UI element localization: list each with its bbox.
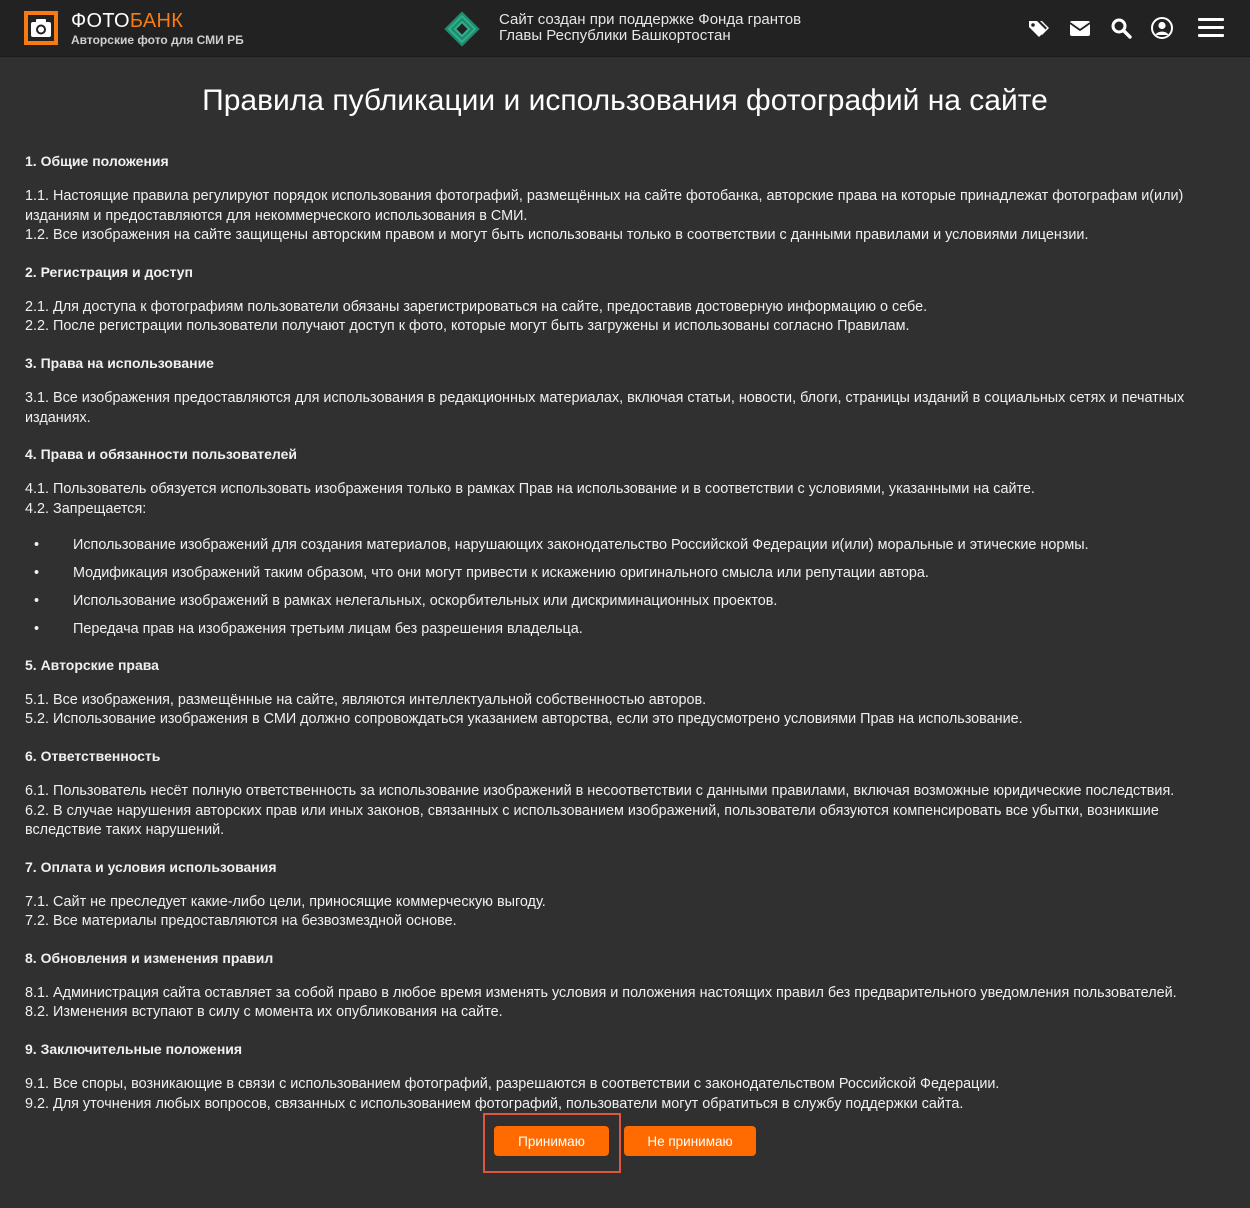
rule-clause: 5.2. Использование изображения в СМИ должно сопровождаться указанием авторства, если это предусмотрено условиями Прав на использование. (25, 711, 1023, 728)
section-heading: 4. Права и обязанности пользователей (25, 446, 297, 463)
section-body (25, 389, 1195, 428)
section-body (25, 984, 1195, 1023)
page-title: Правила публикации и использования фотографий на сайте (202, 84, 1048, 117)
list-item-text: Использование изображений в рамках нелегальных, оскорбительных или дискриминационных проектов. (73, 592, 778, 609)
rule-clause: 8.2. Изменения вступают в силу с момента их опубликования на сайте. (25, 1004, 503, 1021)
list-item (34, 563, 1195, 583)
rule-clause: 6.2. В случае нарушения авторских прав или иных законов, связанных с использованием изображений, пользователи обязуются компенсировать все убытки, возникшие вследствие таких нарушений. (25, 802, 1159, 839)
accept-button[interactable]: Принимаю (494, 1126, 609, 1156)
logo-subtitle: Авторские фото для СМИ РБ (71, 33, 244, 47)
user-icon[interactable] (1150, 16, 1174, 40)
rule-clause: 2.1. Для доступа к фотографиям пользователи обязаны зарегистрироваться на сайте, предоставив достоверную информацию о себе. (25, 298, 928, 315)
rule-clause: 9.1. Все споры, возникающие в связи с использованием фотографий, разрешаются в соответствии с законодательством Российской Федерации. (25, 1076, 1000, 1093)
rule-clause: 1.1. Настоящие правила регулируют порядок использования фотографий, размещённых на сайте фотобанка, авторские права на которые принадлежат фотографам и(или) изданиям и предоставляются для некоммерческого использования в СМИ. (25, 188, 1184, 224)
rules-page (0, 57, 1250, 1208)
rule-clause: 7.1. Сайт не преследует какие-либо цели, приносящие коммерческую выгоду. (25, 893, 546, 910)
search-icon[interactable] (1109, 16, 1133, 40)
section-heading: 2. Регистрация и доступ (25, 263, 194, 280)
rule-clause: 8.1. Администрация сайта оставляет за собой право в любое время изменять условия и положения настоящих правил без предварительного уведомления пользователей. (25, 984, 1177, 1001)
section-body (25, 691, 1195, 730)
rules-document (25, 151, 1195, 1130)
grant-line-1: Сайт создан при поддержке Фонда грантов (499, 11, 802, 28)
section-heading: 9. Заключительные положения (25, 1041, 243, 1058)
section-heading: 6. Ответственность (25, 747, 161, 764)
menu-icon[interactable] (1197, 15, 1225, 41)
section-heading: 1. Общие положения (25, 153, 169, 169)
rule-clause: 1.2. Все изображения на сайте защищены авторским правом и могут быть использованы только в соответствии с данными правилами и условиями лицензии. (25, 227, 1089, 244)
section-body (25, 480, 1195, 519)
rule-clause: 6.1. Пользователь несёт полную ответственность за использование изображений в несоответствии с данными правилами, включая возможные юридические последствия. (25, 782, 1175, 799)
rule-clause: 3.1. Все изображения предоставляются для использования в редакционных материалах, включая статьи, новости, блоги, страницы изданий в социальных сетях и печатных изданиях. (25, 389, 1185, 426)
rule-clause: 7.2. Все материалы предоставляются на безвозмездной основе. (25, 913, 457, 930)
list-item (34, 591, 1195, 611)
top-navbar (0, 0, 1250, 57)
rule-clause: 2.2. После регистрации пользователи получают доступ к фото, которые могут быть загружены и использованы согласно Правилам. (25, 318, 910, 335)
section-heading: 5. Авторские права (25, 656, 159, 673)
section-body (25, 893, 1195, 932)
list-item-text: Передача прав на изображения третьим лицам без разрешения владельца. (73, 620, 583, 637)
bullet-icon: • (34, 592, 40, 609)
bullet-icon: • (34, 565, 40, 582)
decline-button[interactable]: Не принимаю (624, 1126, 756, 1156)
bullet-icon: • (34, 537, 40, 554)
section-heading: 8. Обновления и изменения правил (25, 949, 274, 966)
rule-clause: 9.2. Для уточнения любых вопросов, связанных с использованием фотографий, пользователи могут обратиться в службу поддержки сайта. (25, 1095, 964, 1112)
rule-clause: 4.1. Пользователь обязуется использовать изображения только в рамках Прав на использование и в соответствии с условиями, указанными на сайте. (25, 481, 1035, 498)
grant-line-2: Главы Республики Башкортостан (499, 27, 731, 44)
rule-clause: 5.1. Все изображения, размещённые на сайте, являются интеллектуальной собственностью авторов. (25, 691, 707, 708)
grant-fund-emblem[interactable] (441, 8, 483, 50)
site-logo[interactable] (71, 10, 244, 47)
prohibitions-list (25, 535, 1195, 638)
list-item-text: Модификация изображений таким образом, что они могут привести к искажению оригинального смысла или репутации автора. (73, 565, 929, 582)
rule-clause: 4.2. Запрещается: (25, 500, 147, 517)
camera-logo-icon[interactable] (24, 11, 58, 45)
section-heading: 3. Права на использование (25, 354, 214, 371)
section-heading: 7. Оплата и условия использования (25, 858, 277, 875)
section-body (25, 1075, 1195, 1114)
section-body (25, 187, 1195, 246)
bullet-icon: • (34, 620, 40, 637)
section-body (25, 782, 1195, 841)
list-item (34, 535, 1195, 555)
list-item (34, 619, 1195, 639)
section-body (25, 298, 1195, 337)
list-item-text: Использование изображений для создания материалов, нарушающих законодательство Российской Федерации и(или) моральные и этические нормы. (73, 537, 1089, 554)
logo-title: ФОТОБАНК (71, 10, 184, 32)
grant-fund-caption (499, 12, 801, 44)
envelope-icon[interactable] (1068, 16, 1092, 40)
consent-actions (0, 1126, 1250, 1186)
tags-icon[interactable] (1026, 16, 1050, 40)
